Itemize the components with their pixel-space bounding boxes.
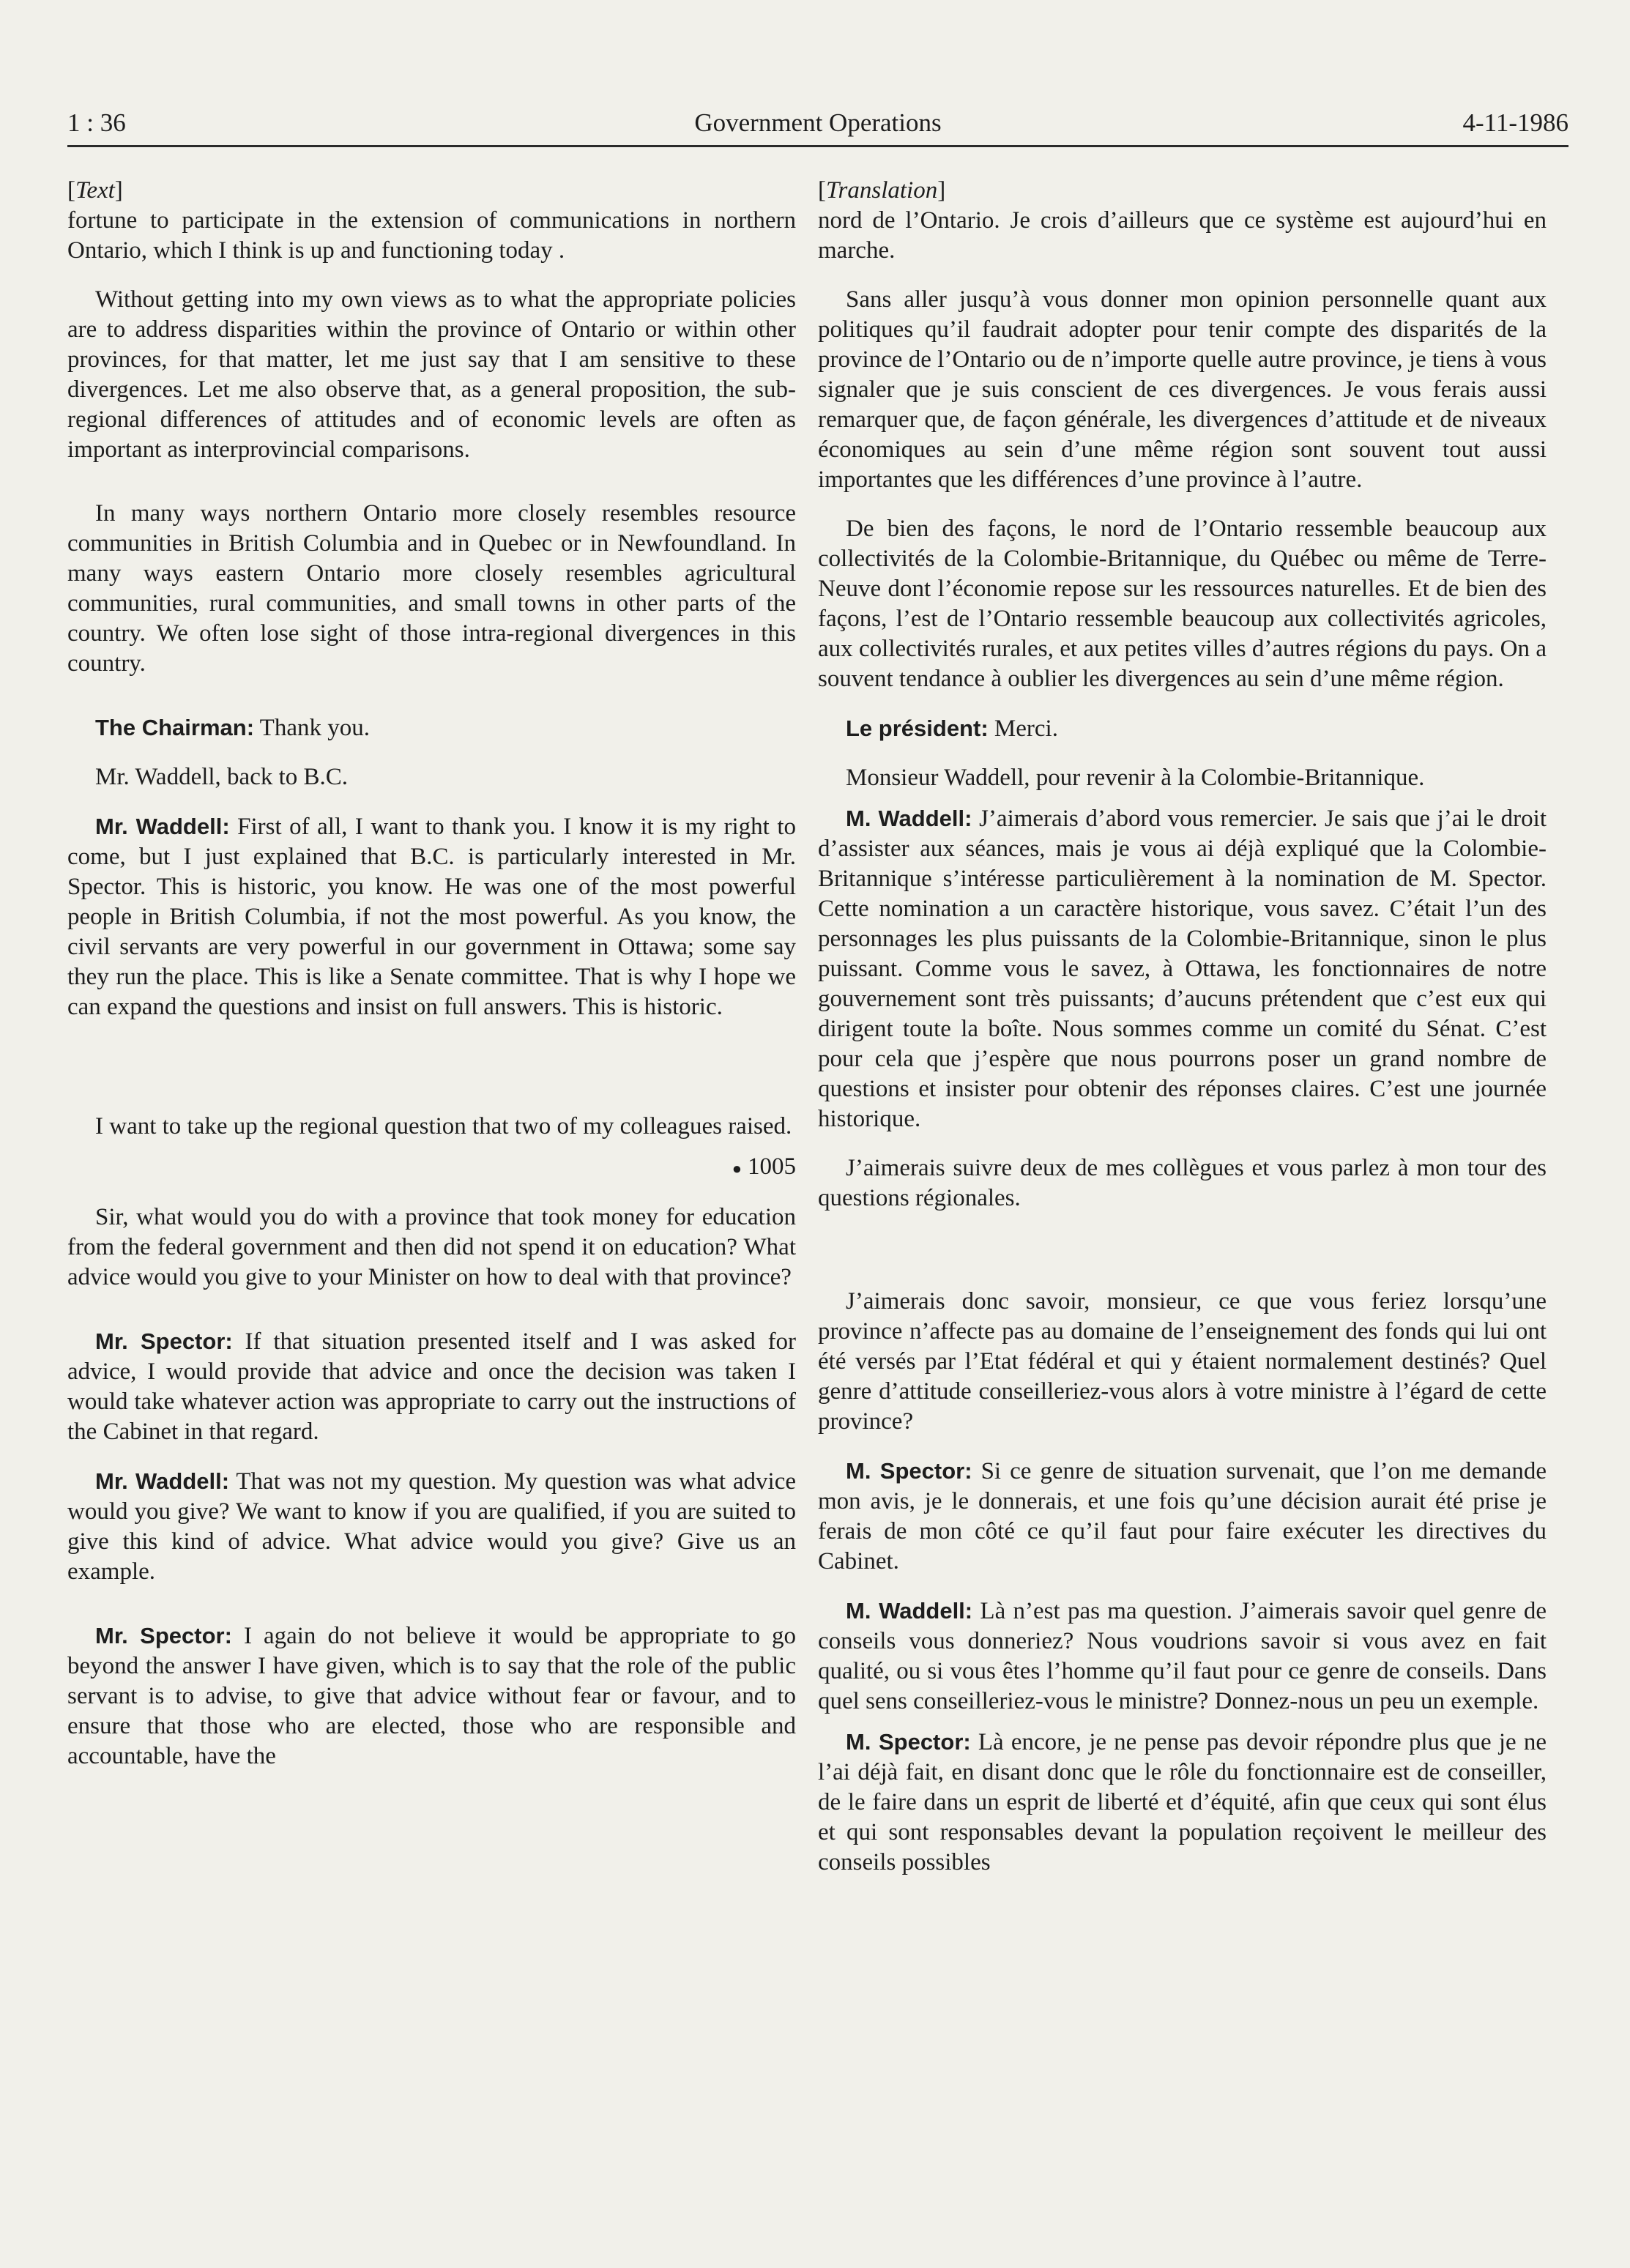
speaker-name: M. Waddell: <box>846 806 972 831</box>
paragraph: Sans aller jusqu’à vous donner mon opinion personnelle quant aux politiques qu’il faudrait adopter pour tenir compte des disparités de la province de l’Ontario ou de n’importe quelle autre province, je tiens à vous signaler que je suis conscient de ces divergences. Je vous ferais aussi remarquer que, de façon générale, les divergences d’attitude et de niveaux économiques au sein d’une même région sont souvent tout aussi importantes que les différences d’une province à l’autre. <box>818 286 1547 493</box>
paragraph: In many ways northern Ontario more closely resembles resource communities in British Columbia and in Quebec or in Newfoundland. In many ways eastern Ontario more closely resembles agricultural communities, rural communities, and small towns in other parts of the country. We often lose sight of those intra-regional divergences in this country. <box>67 500 796 677</box>
speaker-name: Mr. Waddell: <box>95 1468 230 1494</box>
speech-text: J’aimerais d’abord vous remercier. Je sais que j’ai le droit d’assister aux séances, mais je vous ai déjà expliqué que la Colombie-Britannique s’intéresse particulièrement à la nomination de M. Spector. Cette nomination a un caractère historique, vous savez. C’était l’un des personnages les plus puissants de la Colombie-Britannique, sinon le plus puissant. Comme vous le savez, à Ottawa, les fonctionnaires de notre gouvernement sont très puissants; d’aucuns prétendent que c’est eux qui dirigent toute la boîte. Nous sommes comme un comité du Sénat. C’est pour cela que j’espère que nous pourrons poser un grand nombre de questions et insister pour obtenir des réponses claires. C’est une journée historique. <box>818 806 1547 1132</box>
french-column <box>818 176 1547 1878</box>
paragraph: Without getting into my own views as to what the appropriate policies are to address disparities within the province of Ontario or within other provinces, for that matter, let me just say that I am sensitive to these divergences. Let me also observe that, as a general proposition, the sub-regional differences of attitudes and of economic levels are often as important as interprovincial comparisons. <box>67 286 796 463</box>
speech-text: If that situation presented itself and I was asked for advice, I would provide that advice and once the decision was taken I would take whatever action was appropriate to carry out the instructions of the Cabinet in that regard. <box>67 1328 796 1445</box>
speaker-name: Mr. Spector: <box>95 1328 233 1354</box>
speech-text: Si ce genre de situation survenait, que l’on me demande mon avis, je le donnerais, et une fois qu’une décision aurait été prise je ferais de mon côté ce qu’il faut pour faire exécuter les directives du Cabinet. <box>818 1458 1547 1574</box>
page-date: 4-11-1986 <box>1462 108 1568 137</box>
speaker-paragraph <box>67 1326 796 1447</box>
publication-title: Government Operations <box>694 108 942 137</box>
speaker-paragraph <box>67 1621 796 1771</box>
speaker-name: The Chairman: <box>95 715 255 740</box>
speech-text: I again do not believe it would be appropriate to go beyond the answer I have given, which is to say that the role of the public servant is to advise, to give that advice without fear or favour, and to ensure that those who are elected, those who are responsible and accountable, have the <box>67 1622 796 1769</box>
speech-text: First of all, I want to thank you. I know it is my right to come, but I just explained that B.C. is particularly interested in Mr. Spector. This is historic, you know. He was one of the most powerful people in British Columbia, if not the most powerful. As you know, the civil servants are very powerful in our government in Ottawa; some say they run the place. This is like a Senate committee. That is why I hope we can expand the questions and insist on full answers. This is historic. <box>67 814 796 1020</box>
speaker-name: M. Spector: <box>846 1458 972 1484</box>
paragraph: fortune to participate in the extension of communications in northern Ontario, which I think is up and functioning today . <box>67 207 796 264</box>
speaker-paragraph <box>818 1727 1547 1878</box>
paragraph: I want to take up the regional question that two of my colleagues raised. <box>95 1113 792 1139</box>
section-tag: [Translation] <box>818 177 946 204</box>
paragraph: J’aimerais donc savoir, monsieur, ce que vous feriez lorsqu’une province n’affecte pas au domaine de l’enseignement des fonds qui lui ont été versés par l’Etat fédéral et qui y étaient normalement destinés? Quel genre d’attitude conseilleriez-vous alors à votre ministre à l’égard de cette province? <box>818 1288 1547 1435</box>
paragraph: J’aimerais suivre deux de mes collègues et vous parlez à mon tour des questions régionales. <box>818 1155 1547 1211</box>
speaker-name: Mr. Waddell: <box>95 814 230 839</box>
speech-text: Là n’est pas ma question. J’aimerais savoir quel genre de conseils vous donneriez? Nous voudrions savoir si vous avez en fait qualité, ou si vous êtes l’homme qu’il faut pour ce genre de conseils. Dans quel sens conseilleriez-vous le ministre? Donnez-nous un peu un exemple. <box>818 1598 1547 1714</box>
speech-text: Merci. <box>988 715 1058 742</box>
speaker-name: M. Spector: <box>846 1729 971 1755</box>
speaker-paragraph <box>818 1456 1547 1577</box>
speaker-paragraph <box>67 713 796 743</box>
speaker-paragraph <box>67 811 796 1022</box>
paragraph: De bien des façons, le nord de l’Ontario ressemble beaucoup aux collectivités de la Colombie-Britannique, du Québec ou même de Terre-Neuve dont l’économie repose sur les ressources naturelles. Et de bien des façons, l’est de l’Ontario ressemble beaucoup aux collectivités agricoles, aux collectivités rurales, et aux petites villes d’autres régions du pays. On a souvent tendance à oublier les divergences au sein d’une même région. <box>818 516 1547 692</box>
speech-text: Là encore, je ne pense pas devoir répondre plus que je ne l’ai déjà fait, en disant donc que le rôle du fonctionnaire est de conseiller, de le faire dans un esprit de liberté et d’équité, afin que ceux qui sont élus et qui sont responsables devant la population reçoivent le meilleur des conseils possibles <box>818 1729 1547 1875</box>
paragraph: nord de l’Ontario. Je crois d’ailleurs que ce système est aujourd’hui en marche. <box>818 207 1547 264</box>
paragraph: Sir, what would you do with a province that took money for education from the federal government and then did not spend it on education? What advice would you give to your Minister on how to deal with that province? <box>67 1203 796 1290</box>
speaker-name: M. Waddell: <box>846 1598 973 1624</box>
page-number: 1 : 36 <box>67 108 126 137</box>
paragraph: Monsieur Waddell, pour revenir à la Colombie-Britannique. <box>846 765 1425 791</box>
page-header <box>67 108 1568 147</box>
speaker-paragraph <box>818 803 1547 1134</box>
speaker-name: Mr. Spector: <box>95 1622 232 1648</box>
speech-text: That was not my question. My question was what advice would you give? We want to know if you are qualified, if you are suited to give this kind of advice. What advice would you give? Give us an example. <box>67 1468 796 1585</box>
english-column <box>67 176 796 1771</box>
speaker-name: Le président: <box>846 715 989 741</box>
speaker-paragraph <box>67 1466 796 1587</box>
time-marker: ● 1005 <box>732 1153 796 1180</box>
paragraph: Mr. Waddell, back to B.C. <box>95 764 349 790</box>
section-tag: [Text] <box>67 177 123 204</box>
speaker-paragraph <box>818 713 1547 744</box>
speaker-paragraph <box>818 1596 1547 1717</box>
bullet-icon: ● <box>732 1159 742 1178</box>
speech-text: Thank you. <box>254 715 370 741</box>
